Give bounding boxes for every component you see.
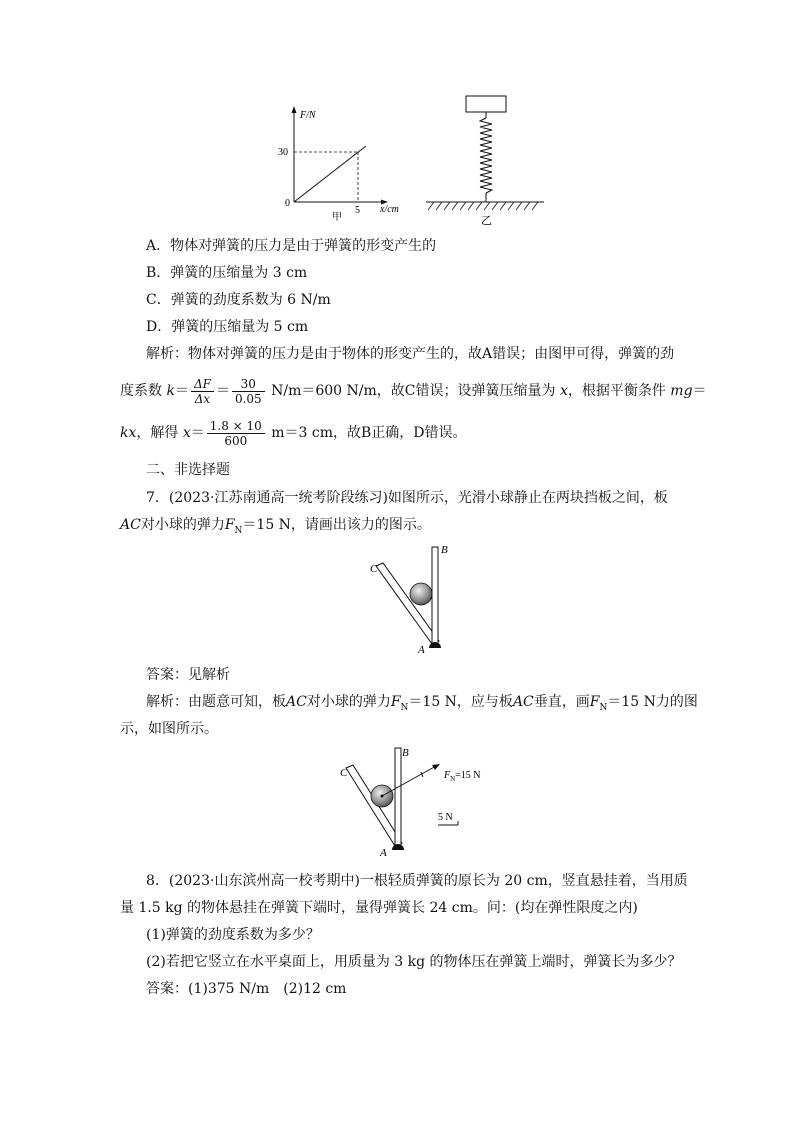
label-c: C — [370, 563, 378, 575]
q8-sub-2: (2)若把它竖立在水平桌面上，用质量为 3 kg 的物体压在弹簧上端时，弹簧长为多少？ — [146, 954, 682, 970]
q6-analysis-line-3: kx，解得 x＝ $\frac{1.8 \times 10}{600}$ m＝3 cm，故B正确，D错误。 — [120, 418, 467, 448]
ball — [410, 583, 432, 605]
fraction-delta: $\frac{\Delta F}{\Delta x}$ — [191, 377, 214, 406]
q7-answer: 答案：见解析 — [146, 667, 230, 683]
label-a: A — [380, 847, 387, 859]
force-arrow — [382, 766, 436, 796]
fraction-values: $\frac{30}{0.05}$ — [232, 377, 265, 406]
graph-jia — [276, 102, 416, 222]
spring-figure-yi — [424, 92, 548, 228]
option-d: D．弹簧的压缩量为 5 cm — [146, 319, 309, 335]
y-tick-label: 30 — [278, 147, 288, 158]
q6-analysis-line-1: 解析：物体对弹簧的压力是由于物体的形变产生的，故A错误；由图甲可得，弹簧的劲 — [146, 346, 675, 362]
label-b: B — [402, 747, 409, 759]
q7-analysis-line-2: 示，如图所示。 — [120, 721, 218, 737]
q8-stem-line-1: 8．(2023·山东滨州高一校考期中)一根轻质弹簧的原长为 20 cm，竖直悬挂着，当用质 — [146, 873, 688, 889]
y-axis-label: F/N — [300, 110, 316, 121]
option-a: A．物体对弹簧的压力是由于弹簧的形变产生的 — [146, 238, 437, 254]
q7-stem-line-1: 7．(2023·江苏南通高一统考阶段练习)如图所示，光滑小球静止在两块挡板之间，板 — [146, 490, 668, 506]
label-a: A — [418, 644, 425, 656]
q8-sub-1: (1)弹簧的劲度系数为多少？ — [146, 927, 320, 943]
scale-label: 5 N — [438, 812, 453, 823]
q8-stem-line-2: 量 1.5 kg 的物体悬挂在弹簧下端时，量得弹簧长 24 cm。问：(均在弹性限度之内) — [120, 900, 638, 916]
label-b: B — [441, 544, 448, 556]
q7-stem-line-2: AC对小球的弹力$F_N=15$ N，请画出该力的图示。 — [120, 517, 431, 536]
q8-answer: 答案：(1)375 N/m (2)12 cm — [146, 981, 347, 997]
figure-caption-jia: 甲 — [332, 212, 342, 222]
figure-caption-yi: 乙 — [481, 215, 492, 227]
q7-figure — [366, 540, 466, 660]
option-b: B．弹簧的压缩量为 3 cm — [146, 265, 308, 281]
x-axis-label: x/cm — [380, 204, 399, 215]
q7-answer-figure — [330, 742, 490, 860]
section-title: 二、非选择题 — [146, 462, 230, 478]
x-tick-label: 5 — [355, 205, 360, 216]
fraction-solve: $\frac{1.8 \times 10}{600}$ — [207, 419, 265, 448]
label-c: C — [340, 767, 348, 779]
q7-analysis-line-1: 解析：由题意可知，板AC对小球的弹力$F_N=15$ N，应与板AC垂直，画$F_N=15$ N力的图 — [146, 694, 698, 713]
origin-label: 0 — [285, 198, 290, 209]
option-c: C．弹簧的劲度系数为 6 N/m — [146, 292, 331, 308]
force-label: $F_N=15$ N — [444, 770, 481, 783]
q6-analysis-line-2: 度系数 k＝ $\frac{\Delta F}{\Delta x}$ ＝ $\frac{30}{0.05}$ N/m＝600 N/m，故C错误；设弹簧压缩量为 x，根据平衡条件 mg＝ — [120, 376, 707, 406]
